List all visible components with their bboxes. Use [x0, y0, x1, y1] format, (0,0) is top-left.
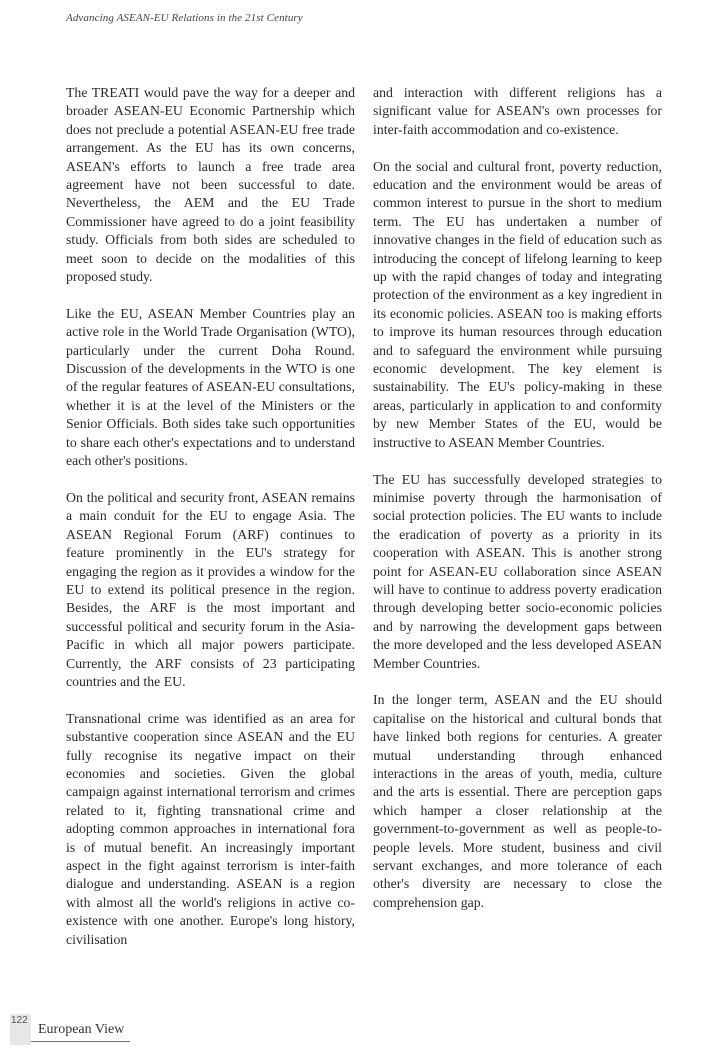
paragraph-poverty: The EU has successfully developed strategies to minimise poverty through the harmonisation of social protection policies. The EU wants to include the eradication of poverty as a priority in its cooperation with ASEAN. This is another strong point for ASEAN-EU collaboration since ASEAN will have to continue to address poverty eradication through developing better socio-economic policies and by narrowing the development gaps between the more developed and the less developed ASEAN Member Countries.: [373, 471, 662, 671]
paragraph-longer-term: In the longer term, ASEAN and the EU should capitalise on the historical and cultural bonds that have linked both regions for centuries. A greater mutual understanding through enhanced interactions in the areas of youth, media, culture and the arts is essential. There are perception gaps which hamper a closer relationship at the government-to-government as well as people-to-people levels. More student, business and civil servant exchanges, and more tolerance of each other's diversity are necessary to close the comprehension gap.: [373, 692, 662, 910]
running-header: Advancing ASEAN-EU Relations in the 21st Century: [66, 12, 303, 24]
paragraph-social-cultural: On the social and cultural front, poverty reduction, education and the environment would be areas of common interest to pursue in the short to medium term. The EU has undertaken a number of innovative changes in the field of education such as introducing the concept of lifelong learning to keep up with the rapid changes of today and integrating protection of the environment as a key ingredient in its economic policies. ASEAN too is making efforts to improve its human resources through education and to safeguard the environment while pursuing economic development. The key element is sustainability. The EU's policy-making in these areas, particularly in application to and conformity by new Member States of the EU, would be instructive to ASEAN Member Countries.: [373, 158, 662, 450]
paragraph-treati: The TREATI would pave the way for a deeper and broader ASEAN-EU Economic Partnership which does not preclude a potential ASEAN-EU free trade arrangement. As the EU has its own concerns, ASEAN's efforts to launch a free trade area agreement have not been successful to date. Nevertheless, the AEM and the EU Trade Commissioner have agreed to do a joint feasibility study. Officials from both sides are scheduled to meet soon to decide on the modalities of this proposed study.: [66, 85, 355, 285]
page-number: 122: [11, 1015, 28, 1026]
paragraph-wto: Like the EU, ASEAN Member Countries play an active role in the World Trade Organisation (WTO), particularly under the current Doha Round. Discussion of the developments in the WTO is one of the regular features of ASEAN-EU consultations, whether it is at the level of the Ministers or the Senior Officials. Both sides take such opportunities to share each other's expectations and to understand each other's positions.: [66, 305, 355, 469]
publication-title: European View: [38, 1022, 125, 1037]
paragraph-religions-continued: and interaction with different religions has a significant value for ASEAN's own processes for inter-faith accommodation and co-existence.: [373, 85, 662, 137]
left-column: [66, 84, 355, 967]
footer-rule: [31, 1041, 130, 1042]
paragraph-political-security: On the political and security front, ASEAN remains a main conduit for the EU to engage Asia. The ASEAN Regional Forum (ARF) continues to feature prominently in the EU's strategy for engaging the region as it provides a window for the EU to extend its political presence in the region. Besides, the ARF is the most important and successful political and security forum in the Asia-Pacific in which all major powers participate. Currently, the ARF consists of 23 participating countries and the EU.: [66, 489, 355, 689]
paragraph-transnational-crime: Transnational crime was identified as an area for substantive cooperation since ASEAN and the EU fully recognise its negative impact on their economies and societies. Given the global campaign against international terrorism and crimes related to it, fighting transnational crime and adopting common approaches in international fora is of mutual benefit. An increasingly important aspect in the fight against terrorism is inter-faith dialogue and understanding. ASEAN is a region with almost all the world's religions in active co-existence with one another. Europe's long history, civilisation: [66, 710, 355, 947]
right-column: [373, 84, 662, 931]
